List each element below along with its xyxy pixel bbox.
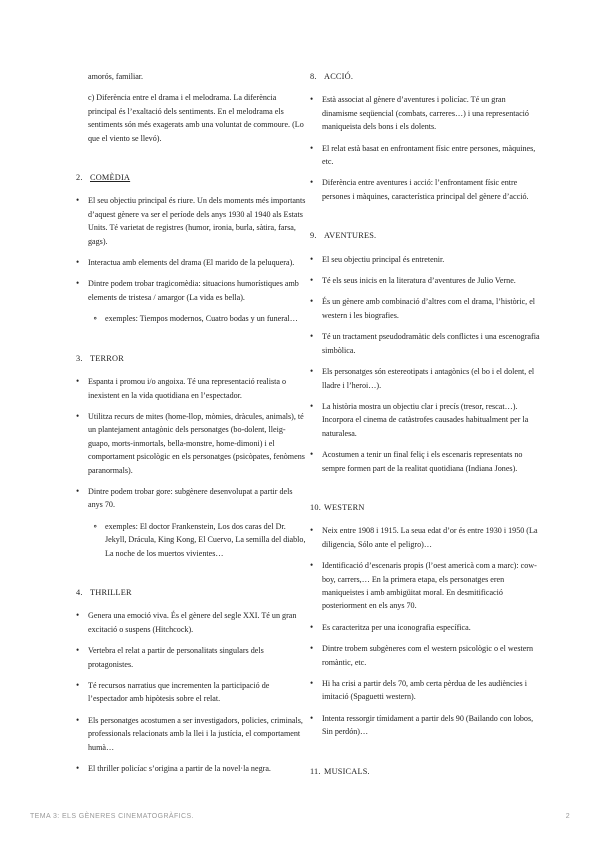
list-thriller — [76, 609, 306, 775]
section-number: 3. — [76, 353, 83, 363]
list-terror — [76, 375, 306, 560]
intro-line: amorós, familiar. — [88, 72, 144, 81]
list-item: • Hi ha crisi a partir dels 70, amb certa pèrdua de les audiències i imitació (Spaguetti western). — [310, 677, 542, 704]
list-item: • El thriller policíac s’origina a partir de la novel·la negra. — [76, 762, 306, 775]
section-title: THRILLER — [90, 587, 132, 597]
list-item: • Diferència entre aventures i acció: l’enfrontament físic entre persones i màquines, característica principal del gènere d’acció. — [310, 176, 542, 203]
list-item: • Espanta i promou i/o angoixa. Té una representació realista o inexistent en la vida quotidiana en l’espectador. — [76, 375, 306, 402]
list-item: • Els personatges acostumen a ser investigadors, policies, criminals, professionals relacionats amb la llei i la justícia, el comportament humà… — [76, 714, 306, 754]
list-aventures — [310, 253, 542, 475]
list-item: • Neix entre 1908 i 1915. La seua edat d’or és entre 1930 i 1950 (La diligencia, Sólo ante el peligro)… — [310, 524, 542, 551]
sub-list-item: ∘ exemples: El doctor Frankenstein, Los dos caras del Dr. Jekyll, Drácula, King Kong, El Cuervo, La semilla del diablo, La noche de los muertos vivientes… — [76, 520, 306, 560]
list-item: • Interactua amb elements del drama (El marido de la peluquera). — [76, 256, 306, 269]
section-title: WESTERN — [324, 502, 365, 512]
list-item: • Dintre podem trobar gore: subgènere desenvolupat a partir dels anys 70. — [76, 485, 306, 512]
list-item: • Dintre trobem subgèneres com el western psicològic o el western romàntic, etc. — [310, 642, 542, 669]
list-item: • El relat està basat en enfrontament físic entre persones, màquines, etc. — [310, 142, 542, 169]
section-title: ACCIÓ. — [324, 72, 354, 81]
section-heading-comedia — [76, 171, 306, 184]
section-title: AVENTURES. — [324, 231, 377, 241]
section-title: TERROR — [90, 353, 124, 363]
section-heading-musicals — [310, 765, 542, 778]
list-item: • Es caracteritza per una iconografia específica. — [310, 621, 542, 634]
section-number: 10. — [310, 502, 321, 512]
list-item: • Té un tractament pseudodramàtic dels conflictes i una escenografia simbòlica. — [310, 330, 542, 357]
section-number: 8. — [310, 72, 317, 81]
left-column — [76, 70, 306, 783]
list-item: • Genera una emoció viva. És el gènere del segle XXI. Té un gran excitació o suspens (Hitchcock). — [76, 609, 306, 636]
right-column — [310, 70, 542, 788]
list-item: • El seu objectiu principal és riure. Un dels moments més importants d’aquest gènere va ser el període dels anys 1930 al 1940 als Estats Units. Té varietat de registres (humor, ironia, burla, sàtira, farsa, gags). — [76, 194, 306, 248]
list-western — [310, 524, 542, 738]
sub-list-item: ∘ exemples: Tiempos modernos, Cuatro bodas y un funeral… — [76, 312, 306, 325]
list-item: • El seu objectiu principal és entretenir. — [310, 253, 542, 266]
drama-melodrama-paragraph: c) Diferència entre el drama i el melodrama. La diferència principal és l’exaltació dels sentiments. En el melodrama els sentiments són més exagerats amb una voluntat de commoure. (Lo que el viento se llevó). — [88, 93, 304, 143]
list-item: • Vertebra el relat a partir de personalitats singulars dels protagonistes. — [76, 644, 306, 671]
list-item: • La història mostra un objectiu clar i precís (tresor, rescat…). Incorpora el cinema de catàstrofes causades habitualment per la naturalesa. — [310, 400, 542, 440]
list-comedia — [76, 194, 306, 325]
section-heading-accio — [310, 70, 542, 83]
page-footer — [30, 813, 570, 825]
list-item: • Identificació d’escenaris propis (l’oest americà com a marc): cow-boy, carrers,… En la primera etapa, els personatges eren maniqueistes i amb ambigüitat moral. En desmitificació posteriorment en els anys 70. — [310, 559, 542, 613]
list-item: • Dintre podem trobar tragicomèdia: situacions humorístiques amb elements de tristesa / amargor (La vida es bella). — [76, 277, 306, 304]
list-item: • Els personatges són estereotipats i antagònics (el bo i el dolent, el lladre i l’heroi…). — [310, 365, 542, 392]
section-number: 11. — [310, 766, 321, 776]
page-number: 2 — [565, 813, 570, 820]
list-item: • Està associat al gènere d’aventures i policíac. Té un gran dinamisme seqüencial (combats, carreres…) i una representació maniqueista dels bons i els dolents. — [310, 93, 542, 133]
section-title: MUSICALS. — [324, 766, 370, 776]
section-heading-aventures — [310, 229, 542, 242]
list-item: • Té els seus inicis en la literatura d’aventures de Julio Verne. — [310, 274, 542, 287]
section-number: 9. — [310, 231, 317, 241]
section-heading-western — [310, 501, 542, 514]
list-item: • És un gènere amb combinació d’altres com el drama, l’històric, el western i les biografies. — [310, 295, 542, 322]
list-accio — [310, 93, 542, 203]
section-heading-terror — [76, 352, 306, 365]
section-number: 2. — [76, 173, 83, 183]
section-title: COMÈDIA — [90, 173, 131, 183]
list-item: • Intenta ressorgir tímidament a partir dels 90 (Bailando con lobos, Sin perdón)… — [310, 712, 542, 739]
section-heading-thriller — [76, 586, 306, 599]
list-item: • Acostumen a tenir un final feliç i els escenaris representats no sempre formen part de la realitat quotidiana (Indiana Jones). — [310, 448, 542, 475]
list-item: • Té recursos narratius que incrementen la participació de l’espectador amb hipòtesis sobre el relat. — [76, 679, 306, 706]
list-item: • Utilitza recurs de mites (home-llop, mòmies, dràcules, animals), té un plantejament antagònic dels personatges (bo-dolent, lleig-guapo, morts-inmortals, bella-monstre, home-dimoni) i el comportament psicològic en els personatges (psicòpates, fenòmens paranormals). — [76, 410, 306, 477]
section-number: 4. — [76, 587, 83, 597]
footer-title: TEMA 3: ELS GÈNERES CINEMATOGRÀFICS. — [30, 813, 194, 820]
